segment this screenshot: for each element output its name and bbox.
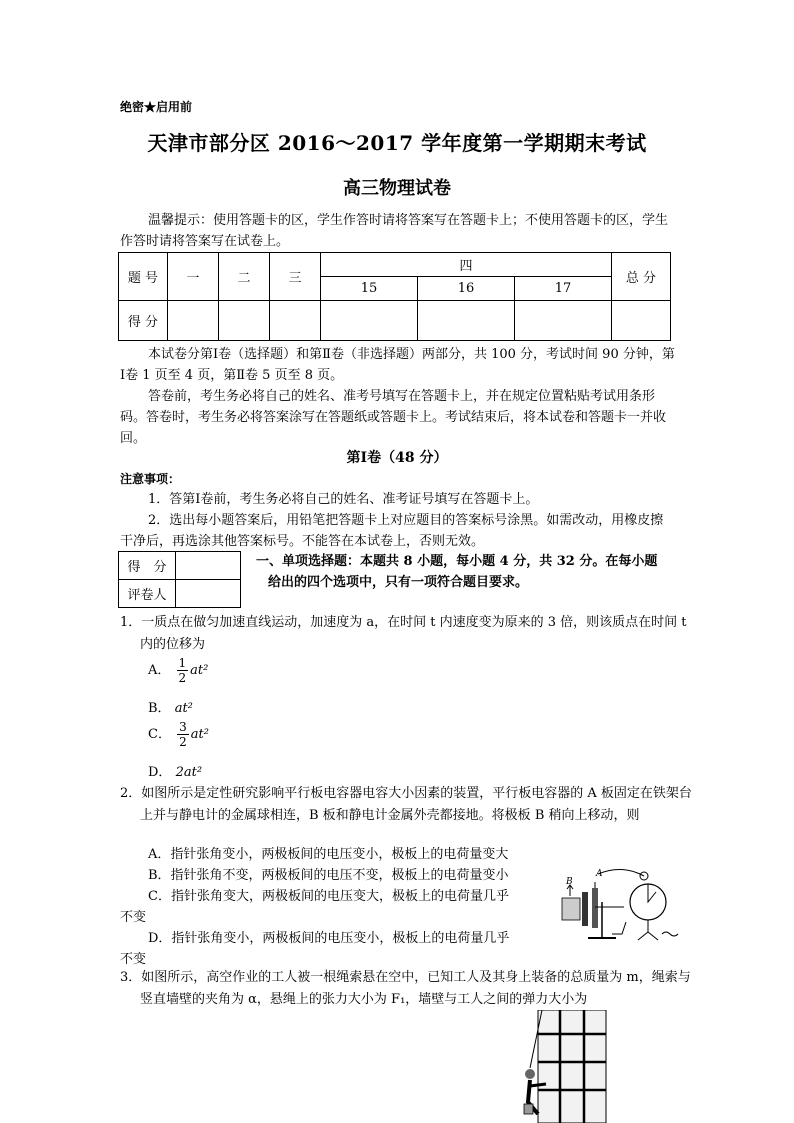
- secret-label: 绝密★启用前: [120, 100, 193, 114]
- q2-option-d[interactable]: D．指针张角变小，两极板间的电压变小，极板上的电荷量几乎: [148, 931, 510, 946]
- grader-score-cell[interactable]: [176, 552, 241, 580]
- score-col-4: 四: [321, 253, 612, 277]
- q1-d-expr: 2at²: [175, 765, 203, 780]
- q1-option-d[interactable]: [148, 761, 202, 780]
- q1-c-label: C．: [148, 727, 171, 742]
- tip-text: 温馨提示：使用答题卡的区，学生作答时请将答案写在答题卡上；不使用答题卡的区，学生作答时请将答案写在试卷上。: [120, 213, 669, 249]
- score-cell[interactable]: [168, 301, 219, 341]
- score-col-16: 16: [418, 277, 515, 301]
- section-title: 第Ⅰ卷（48 分）: [346, 450, 448, 466]
- score-table: [118, 252, 671, 341]
- score-col-title: 题 号: [119, 253, 168, 301]
- score-cell[interactable]: [270, 301, 321, 341]
- note-1: 1．答第Ⅰ卷前，考生务必将自己的姓名、准考证号填写在答题卡上。: [148, 492, 539, 507]
- exam-subtitle: 高三物理试卷: [343, 178, 451, 199]
- q1-option-a[interactable]: [148, 656, 208, 685]
- q1-a-den: 2: [178, 671, 187, 685]
- grader-name-label: 评卷人: [119, 580, 176, 608]
- q1-b-label: B．: [148, 701, 171, 716]
- q1-a-fraction: [177, 656, 189, 685]
- notes-heading: 注意事项：: [120, 472, 181, 486]
- q2-option-c-cont: 不变: [120, 910, 147, 925]
- fig-label-a: A: [596, 869, 603, 879]
- grader-name-cell[interactable]: [176, 580, 241, 608]
- part1-heading: 一、单项选择题：本题共 8 小题，每小题 4 分，共 32 分。在每小题: [256, 554, 658, 569]
- score-cell[interactable]: [612, 301, 671, 341]
- score-col-3: 三: [270, 253, 321, 301]
- q2-option-d-cont: 不变: [120, 952, 147, 967]
- grader-table: [118, 551, 241, 608]
- q1-b-expr: at²: [174, 701, 193, 716]
- score-col-2: 二: [219, 253, 270, 301]
- q1-a-label: A．: [148, 663, 171, 678]
- q1-a-expr: at²: [190, 663, 209, 678]
- capacitor-figure: [552, 862, 684, 948]
- q1-text: 1．一质点在做匀加速直线运动，加速度为 a，在时间 t 内速度变为原来的 3 倍，则该质点在时间 t 内的位移为: [120, 615, 687, 652]
- intro-p1: 本试卷分第Ⅰ卷（选择题）和第Ⅱ卷（非选择题）两部分，共 100 分，考试时间 90 分钟，第Ⅰ卷 1 页至 4 页，第Ⅱ卷 5 页至 8 页。: [120, 347, 675, 383]
- score-col-1: 一: [168, 253, 219, 301]
- grader-score-label: 得 分: [119, 552, 176, 580]
- note-2: 2．选出每小题答案后，用铅笔把答题卡上对应题目的答案标号涂黑。如需改动，用橡皮擦干净后，再选涂其他答案标号。不能答在本试卷上，否则无效。: [120, 513, 664, 549]
- score-row-label: 得 分: [119, 301, 168, 341]
- score-cell[interactable]: [219, 301, 270, 341]
- q1-option-c[interactable]: [148, 720, 209, 749]
- intro-p2: 答卷前，考生务必将自己的姓名、准考号填写在答题卡上，并在规定位置粘贴考试用条形码。答卷时，考生务必将答案涂写在答题纸或答题卡上。考试结束后，将本试卷和答题卡一并收回。: [120, 389, 667, 446]
- q1-c-fraction: [177, 720, 189, 749]
- q2-option-c[interactable]: C．指针张角变大，两极板间的电压变大，极板上的电荷量几乎: [148, 889, 509, 904]
- q2-text: 2．如图所示是定性研究影响平行板电容器电容大小因素的装置，平行板电容器的 A 板固定在铁架台上并与静电计的金属球相连，B 板和静电计金属外壳都接地。将极板 B 稍向上移动，则: [120, 786, 692, 823]
- q1-a-num: 1: [178, 656, 187, 670]
- score-col-17: 17: [515, 277, 612, 301]
- q1-c-den: 2: [179, 735, 187, 749]
- score-col-15: 15: [321, 277, 418, 301]
- exam-title: 天津市部分区 2016～2017 学年度第一学期期末考试: [147, 131, 647, 155]
- fig-label-b: B: [566, 877, 573, 887]
- q1-c-num: 3: [179, 720, 187, 734]
- part1-heading-2: 给出的四个选项中，只有一项符合题目要求。: [268, 575, 529, 590]
- q2-option-a[interactable]: A．指针张角变小，两极板间的电压变小，极板上的电荷量变大: [148, 847, 509, 862]
- q3-text: 3．如图所示，高空作业的工人被一根绳索悬在空中，已知工人及其身上装备的总质量为 m，绳索与竖直墙壁的夹角为 α，悬绳上的张力大小为 F₁，墙壁与工人之间的弹力大小为: [120, 970, 691, 1007]
- q1-c-expr: at²: [190, 727, 209, 742]
- q2-option-b[interactable]: B．指针张角不变，两极板间的电压不变，极板上的电荷量变小: [148, 868, 509, 883]
- score-cell[interactable]: [321, 301, 418, 341]
- score-col-total: 总 分: [612, 253, 671, 301]
- q1-d-label: D．: [148, 765, 172, 780]
- score-cell[interactable]: [515, 301, 612, 341]
- q1-option-b[interactable]: [148, 697, 193, 716]
- worker-figure: [508, 1010, 608, 1123]
- score-cell[interactable]: [418, 301, 515, 341]
